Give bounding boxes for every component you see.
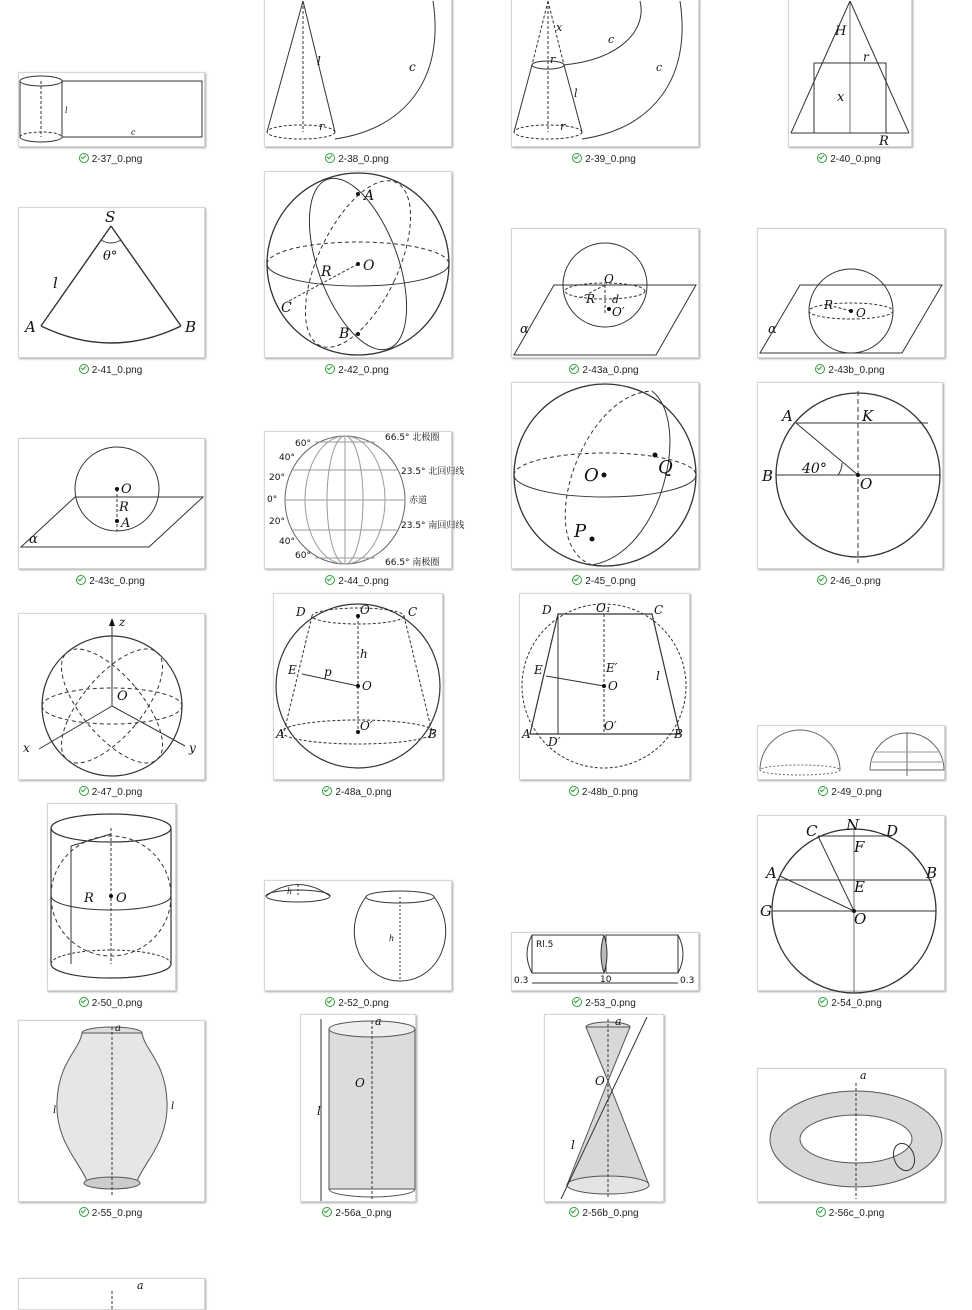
label-Op: O′ [612,305,625,319]
label-O: O [604,272,614,286]
file-caption[interactable] [264,363,450,376]
label-R: R [586,292,596,306]
file-caption[interactable] [519,785,688,798]
label-B: B [926,864,938,882]
label-r: r [560,120,566,133]
thumbnail-2-45[interactable] [511,382,699,569]
green-check-circle-icon [818,997,828,1007]
file-caption[interactable] [788,152,910,165]
label-alpha: α [29,532,38,547]
label-G: G [760,902,772,920]
file-caption[interactable] [18,996,203,1009]
label-C: C [281,300,292,316]
label-S: S [105,208,116,226]
label-l: l [53,274,58,292]
green-check-circle-icon [569,364,579,374]
label-O: O [595,1074,605,1088]
label-h: h [389,934,395,943]
green-check-circle-icon [325,575,335,585]
green-check-circle-icon [816,1207,826,1217]
label-n10: 10 [600,975,612,985]
label-R: R [119,500,129,515]
label-y: y [189,741,196,755]
label-O: O [117,689,128,704]
green-check-circle-icon [322,786,332,796]
label-O: O [116,891,127,906]
label-R: R [824,298,834,312]
label-l: l [656,669,660,683]
thumbnail-2-49[interactable] [757,725,945,780]
thumbnail-2-46[interactable] [757,382,943,569]
label-g0: 0° [267,495,278,505]
green-check-circle-icon [817,575,827,585]
label-alpha: α [520,322,529,337]
label-theta: θ° [103,249,118,264]
thumbnail-2-48b[interactable] [519,593,690,780]
file-name: 2-44_0.png [338,576,389,587]
thumbnail-partial[interactable] [18,1278,205,1310]
label-C: C [654,603,664,617]
green-check-circle-icon [572,575,582,585]
label-g40s: 40° [279,537,295,547]
file-caption[interactable] [264,996,450,1009]
thumbnail-2-43b[interactable] [757,228,945,358]
label-O1: O₁ [596,601,611,615]
label-d: d [612,293,620,306]
label-a: a [115,1023,121,1034]
green-check-circle-icon [569,1207,579,1217]
label-A: A [782,407,793,425]
green-check-circle-icon [572,153,582,163]
file-name: 2-42_0.png [338,365,389,376]
label-equator: 赤道 [409,496,428,506]
file-name: 2-39_0.png [585,154,636,165]
green-check-circle-icon [325,153,335,163]
label-R: R [321,264,332,280]
green-check-circle-icon [572,997,582,1007]
file-caption[interactable] [18,785,203,798]
label-C: C [806,822,818,840]
green-check-circle-icon [815,364,825,374]
file-name: 2-50_0.png [91,998,143,1009]
thumbnail-2-43c[interactable] [18,438,205,569]
green-check-circle-icon [569,786,579,796]
label-A: A [766,864,777,882]
green-check-circle-icon [817,153,827,163]
file-caption[interactable] [757,1206,943,1219]
label-c: c [409,60,416,74]
label-O: O [856,306,866,320]
label-O: O [362,679,372,693]
label-x: x [556,21,563,34]
file-caption[interactable] [511,996,697,1009]
file-caption[interactable] [18,363,203,376]
label-g20: 20° [269,473,285,483]
green-check-circle-icon [76,575,86,585]
label-O: O [360,603,370,617]
label-g40: 40° [279,453,295,463]
thumbnail-2-55[interactable] [18,1020,205,1202]
label-A: A [25,318,36,336]
label-l: l [317,54,321,68]
file-caption[interactable] [511,152,697,165]
green-check-circle-icon [79,997,89,1007]
file-name: 2-55_0.png [91,1208,143,1219]
label-B: B [339,326,350,342]
label-O: O [584,465,599,486]
label-O: O [355,1076,365,1090]
label-g20s: 20° [269,517,285,527]
label-l: l [171,1101,175,1112]
file-name: 2-53_0.png [585,998,636,1009]
file-caption[interactable] [273,785,441,798]
label-O: O [121,482,132,497]
file-name: 2-46_0.png [830,576,881,587]
label-a: a [137,1279,144,1292]
label-O: O [854,910,867,928]
green-check-circle-icon [325,997,335,1007]
file-name: 2-48b_0.png [581,787,639,798]
thumbnail-2-43a[interactable] [511,228,699,358]
file-name: 2-47_0.png [91,787,143,798]
label-O: O [363,258,375,274]
label-g60: 60° [295,439,311,449]
file-name: 2-43a_0.png [582,365,639,376]
label-l: l [317,1104,321,1118]
file-name: 2-49_0.png [831,787,882,798]
file-caption[interactable] [264,152,450,165]
green-check-circle-icon [79,1207,89,1217]
thumbnail-2-39[interactable] [511,0,699,147]
file-name: 2-43c_0.png [89,576,145,587]
label-E: E [854,878,865,896]
label-N: N [846,816,860,834]
thumbnail-2-47[interactable] [18,613,205,780]
file-name: 2-56b_0.png [582,1208,639,1219]
label-lat665s: 66.5° 南极圈 [385,558,440,568]
thumbnail-2-53[interactable] [511,932,699,991]
label-B: B [185,318,197,336]
label-c: c [131,128,136,137]
file-caption[interactable] [18,152,203,165]
label-Ep: E′ [606,661,618,675]
file-name: 2-41_0.png [91,365,143,376]
file-caption[interactable] [511,574,697,587]
label-A: A [276,727,285,741]
label-deg40: 40° [802,461,827,477]
file-caption[interactable] [757,996,943,1009]
file-name: 2-45_0.png [585,576,636,587]
label-z: z [119,615,126,629]
label-P: P [574,521,587,542]
file-name: 2-54_0.png [831,998,882,1009]
file-caption[interactable] [18,1206,203,1219]
file-caption[interactable] [757,363,943,376]
label-h: h [287,887,293,896]
label-l: l [571,1138,575,1152]
label-lat235s: 23.5° 南回归线 [401,521,465,531]
thumbnail-2-42[interactable] [264,171,452,358]
thumbnail-2-52[interactable] [264,880,452,991]
label-l: l [574,87,578,100]
label-D: D [296,605,306,619]
file-caption[interactable] [757,574,941,587]
label-A: A [364,188,375,204]
thumbnail-2-44[interactable] [264,431,465,569]
label-alpha: α [768,322,777,337]
label-H: H [835,24,847,39]
green-check-circle-icon [325,364,335,374]
label-lat665n: 66.5° 北极圈 [385,433,440,443]
thumbnail-2-54[interactable] [757,815,945,991]
label-l: l [65,106,68,115]
label-B: B [428,727,437,741]
file-name: 2-56c_0.png [828,1208,885,1219]
label-R: R [84,891,94,906]
label-D: D [886,822,899,840]
file-name: 2-52_0.png [338,998,389,1009]
label-E: E [288,663,297,677]
file-name: 2-48a_0.png [335,787,392,798]
file-name: 2-37_0.png [91,154,143,165]
green-check-circle-icon [818,786,828,796]
label-Op: O′ [604,719,617,733]
file-caption[interactable] [18,574,203,587]
label-p: p [324,665,332,679]
label-r: r [550,53,556,66]
label-n03a: 0.3 [514,976,529,986]
label-a: a [615,1015,622,1028]
label-R: R [879,134,889,149]
thumbnail-2-50[interactable] [47,803,176,991]
label-F: F [854,838,865,856]
file-name: 2-56a_0.png [335,1208,392,1219]
label-E: E [534,663,543,677]
thumbnail-2-40[interactable] [788,0,912,147]
file-caption[interactable] [511,363,697,376]
label-x: x [837,90,845,105]
label-A: A [522,727,531,741]
thumbnail-2-56a[interactable] [300,1014,416,1202]
label-Dp: D′ [548,735,561,749]
file-name: 2-43b_0.png [828,365,885,376]
label-lat235n: 23.5° 北回归线 [401,467,465,477]
file-name: 2-40_0.png [830,154,881,165]
file-caption[interactable] [264,1206,450,1219]
label-a: a [375,1015,382,1028]
label-a: a [860,1069,867,1082]
thumbnail-2-56c[interactable] [757,1068,945,1202]
label-C: C [408,605,418,619]
thumbnail-2-56b[interactable] [544,1014,664,1202]
label-g60s: 60° [295,551,311,561]
label-Op: O′ [360,719,373,733]
label-A: A [121,516,131,531]
label-l: l [53,1105,57,1116]
label-r: r [319,120,325,133]
thumbnail-2-38[interactable] [264,0,452,147]
thumbnail-2-37[interactable] [18,72,205,147]
label-O: O [860,475,873,493]
green-check-circle-icon [79,786,89,796]
label-h: h [360,647,368,661]
label-Q: Q [658,457,673,478]
label-c: c [608,33,615,46]
label-r: r [863,50,869,64]
file-caption[interactable] [757,785,943,798]
thumbnail-2-48a[interactable] [273,593,443,780]
green-check-circle-icon [322,1207,332,1217]
thumbnail-2-41[interactable] [18,207,205,358]
green-check-circle-icon [79,153,89,163]
label-D: D [542,603,552,617]
file-name: 2-38_0.png [338,154,389,165]
label-c: c [656,61,663,74]
label-n03b: 0.3 [680,976,695,986]
label-x: x [23,741,30,755]
label-B: B [674,727,683,741]
label-K: K [862,407,874,425]
file-caption[interactable] [511,1206,697,1219]
label-B: B [762,467,774,485]
green-check-circle-icon [79,364,89,374]
file-caption[interactable] [264,574,450,587]
label-O: O [608,679,618,693]
label-RL5: Rl.5 [536,940,554,950]
